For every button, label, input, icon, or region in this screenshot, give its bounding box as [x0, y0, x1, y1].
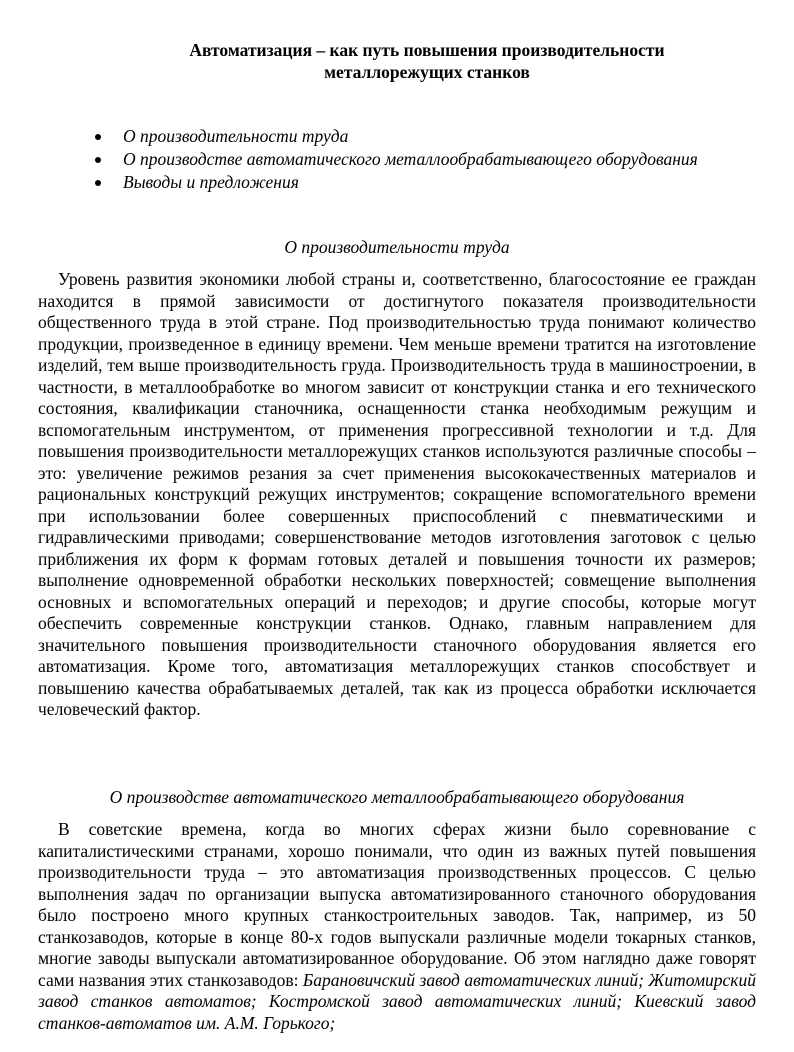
- section-heading-production: О производстве автоматического металлообрабатывающего оборудования: [109, 787, 685, 807]
- toc-item-productivity: О производительности труда: [95, 125, 698, 148]
- paragraph-plain-text: В советские времена, когда во многих сферах жизни было соревнование с капиталистическими странами, хорошо понимали, что один из важных путей повышения производительности труда – это автоматизация производственных процессов. С целью выполнения задач по организации выпуска автоматизированного станочного оборудования было построено много крупных станкостроительных заводов. Так, например, из 50 станкозаводов, которые в конце 80-х годов выпускали различные модели токарных станков, многие заводы выпускали автоматизированное оборудование. Об этом наглядно даже говорят сами названия этих станкозаводов:: [38, 819, 756, 990]
- title-line-2: металлорежущих станков: [324, 62, 530, 82]
- title-line-1: Автоматизация – как путь повышения производительности: [189, 40, 665, 60]
- toc-item-production: О производстве автоматического металлообрабатывающего оборудования: [95, 148, 698, 171]
- section-paragraph-productivity: Уровень развития экономики любой страны и, соответственно, благосостояние ее граждан находится в прямой зависимости от достигнутого показателя производительности общественного труда в этой стране. Под производительностью труда понимают количество продукции, произведенное в единицу времени. Чем меньше времени тратится на изготовление изделий, тем выше производительность груда. Производительность труда в машиностроении, в частности, в металлообработке во многом зависит от конструкции станка и его технического состояния, квалификации станочника, оснащенности станка необходимым режущим и вспомогательным инструментом, от применения прогрессивной технологии и т.д. Для повышения производительности металлорежущих станков используются различные способы – это: увеличение режимов резания за счет применения высококачественных материалов и рациональных конструкций режущих инструментов; сокращение вспомогательного времени при использовании более совершенных приспособлений с пневматическими и гидравлическими приводами; совершенствование методов изготовления заготовок с целью приближения их форм к формам готовых деталей и повышения точности их размеров; выполнение одновременной обработки нескольких поверхностей; совмещение выполнения основных и вспомогательных операций и переходов; и другие способы, которые могут обеспечить современные конструкции станков. Однако, главным направлением для значительного повышения производительности станочного оборудования является его автоматизация. Кроме того, автоматизация металлорежущих станков способствует и повышению качества обрабатываемых деталей, так как из процесса обработки исключается человеческий фактор.: [38, 269, 756, 719]
- section-paragraph-production: [38, 819, 756, 1034]
- section-heading-productivity: О производительности труда: [284, 237, 510, 257]
- table-of-contents: [95, 125, 698, 194]
- paragraph-italic-factory-names: Барановичский завод автоматических линий; Житомирский завод станков автоматов; Костромской завод автоматических линий; Киевский завод станков-автоматов им. А.М. Горького;: [38, 969, 756, 1033]
- document-title: [0, 39, 794, 83]
- toc-item-conclusions: Выводы и предложения: [95, 171, 698, 194]
